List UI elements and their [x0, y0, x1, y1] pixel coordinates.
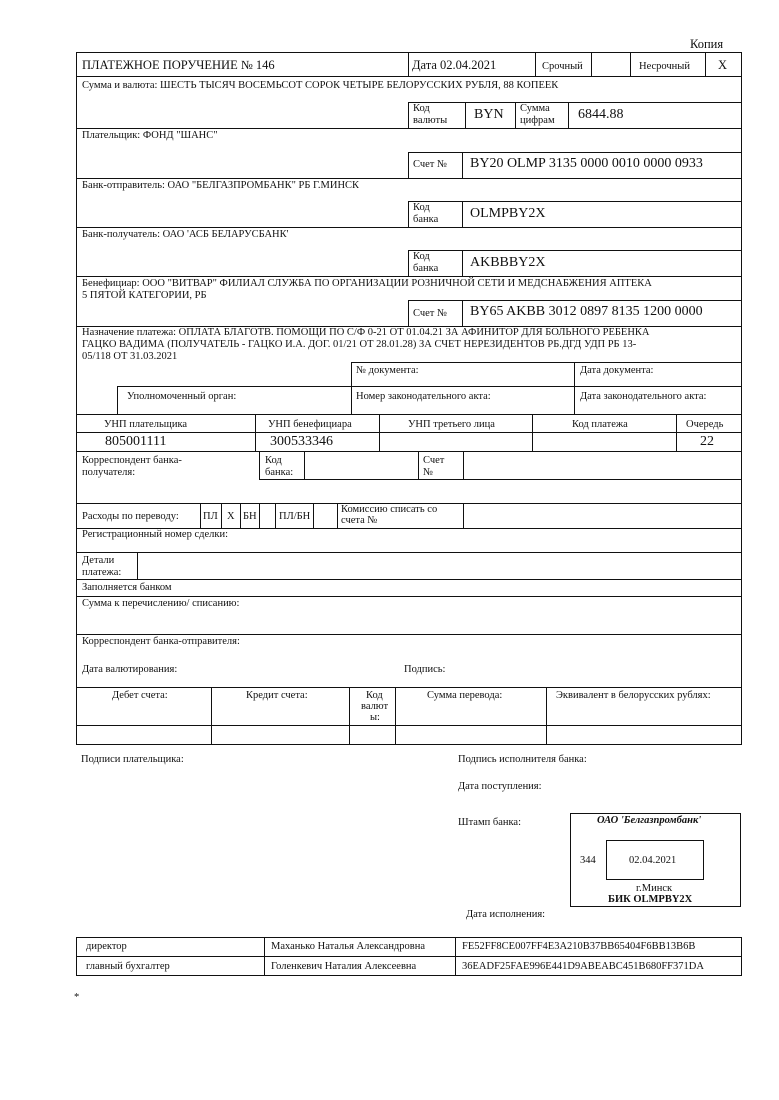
- payer-account-label: Счет №: [413, 159, 448, 170]
- correspondent-code-label: Код: [265, 455, 282, 466]
- purpose-line-2: ГАЦКО ВАДИМА (ПОЛУЧАТЕЛЬ - ГАЦКО И.А. ДОГ. 01/21 ОТ 28.01.28) ЗА СЧЕТ НЕРЕЗИДЕНТОВ РБ.ДГД УДП РБ 13-: [82, 339, 637, 350]
- correspondent-label-2: получателя:: [82, 467, 136, 478]
- expenses-mark: Х: [227, 511, 235, 522]
- correspondent-label: Корреспондент банка-: [82, 455, 182, 466]
- recipient-bank-code-label: Код: [413, 251, 430, 262]
- equivalent-label: Эквивалент в белорусских рублях:: [556, 690, 711, 701]
- transfer-amount-label: Сумма перевода:: [427, 690, 503, 701]
- signer-hash: FE52FF8CE007FF4E3A210B37BB65404F6BB13B6B: [462, 941, 696, 952]
- sender-bank-code: OLMPBY2X: [470, 206, 546, 221]
- received-date-label: Дата поступления:: [458, 781, 542, 792]
- sum-transfer-label: Сумма к перечислению/ списанию:: [82, 598, 240, 609]
- commission-label: Комиссию списать со: [341, 504, 438, 515]
- signer-role: главный бухгалтер: [86, 961, 170, 972]
- expenses-bn: БН: [243, 511, 257, 522]
- execution-date-label: Дата исполнения:: [466, 909, 546, 920]
- sum-value: 6844.88: [578, 107, 624, 122]
- beneficiary-line-1: Бенефициар: ООО "ВИТВАР" ФИЛИАЛ СЛУЖБА ПО ОРГАНИЗАЦИИ РОЗНИЧНОЙ СЕТИ И МЕДСНАБЖЕНИЯ АПТЕКА: [82, 278, 652, 289]
- urgent-label: Срочный: [542, 61, 583, 72]
- stamp-bic: БИК OLMPBY2X: [608, 894, 693, 905]
- value-date-label: Дата валютирования:: [82, 664, 178, 675]
- correspondent-account-label: Счет: [423, 455, 445, 466]
- queue-label: Очередь: [686, 419, 724, 430]
- unp-beneficiary-label: УНП бенефициара: [268, 419, 352, 430]
- currency-label-3: ы:: [370, 712, 380, 723]
- debit-label: Дебет счета:: [112, 690, 168, 701]
- unp-payer-label: УНП плательщика: [104, 419, 188, 430]
- currency-code-label: Код: [413, 103, 430, 114]
- stamp-number: 344: [580, 855, 596, 866]
- details-label: Детали: [82, 555, 115, 566]
- recipient-bank-code: AKBBBY2X: [470, 255, 546, 270]
- amount-in-words: Сумма и валюта: ШЕСТЬ ТЫСЯЧ ВОСЕМЬСОТ СОРОК ЧЕТЫРЕ БЕЛОРУССКИХ РУБЛЯ, 88 КОПЕЕК: [82, 80, 559, 91]
- details-label-2: платежа:: [82, 567, 122, 578]
- sender-bank-code-label-2: банка: [413, 214, 439, 225]
- sum-label: Сумма: [520, 103, 550, 114]
- filled-by-bank-label: Заполняется банком: [82, 582, 172, 593]
- currency-code-label-2: валюты: [413, 115, 448, 126]
- expenses-label: Расходы по переводу:: [82, 511, 179, 522]
- correspondent-account-label-2: №: [423, 467, 434, 478]
- copy-label: Копия: [690, 37, 724, 51]
- payment-code-label: Код платежа: [572, 419, 628, 430]
- correspondent-code-label-2: банка:: [265, 467, 294, 478]
- nonurgent-mark: X: [718, 58, 728, 72]
- sender-bank-label: Банк-отправитель: ОАО "БЕЛГАЗПРОМБАНК" РБ Г.МИНСК: [82, 180, 360, 191]
- stamp-date: 02.04.2021: [629, 855, 677, 866]
- sender-correspondent-label: Корреспондент банка-отправителя:: [82, 636, 240, 647]
- footnote-mark: *: [74, 992, 80, 1003]
- beneficiary-account-label: Счет №: [413, 308, 448, 319]
- currency-label-2: валют: [361, 701, 389, 712]
- form-title: ПЛАТЕЖНОЕ ПОРУЧЕНИЕ № 146: [82, 58, 275, 72]
- document-date: Дата 02.04.2021: [412, 58, 497, 72]
- stamp-city: г.Минск: [636, 883, 673, 894]
- signer-role: директор: [86, 941, 127, 952]
- purpose-line-3: 05/118 ОТ 31.03.2021: [82, 351, 178, 362]
- expenses-plbn: ПЛ/БН: [279, 511, 311, 522]
- purpose-line-1: Назначение платежа: ОПЛАТА БЛАГОТВ. ПОМОЩИ ПО С/Ф 0-21 ОТ 01.04.21 ЗА АФИНИТОР ДЛЯ БОЛЬНОГО РЕБЕНКА: [82, 327, 650, 338]
- bank-stamp-label: Штамп банка:: [458, 817, 521, 828]
- sender-bank-code-label: Код: [413, 202, 430, 213]
- signer-name: Маханько Наталья Александровна: [271, 941, 426, 952]
- doc-date-label: Дата документа:: [580, 365, 654, 376]
- expenses-pl: ПЛ: [203, 511, 218, 522]
- recipient-bank-code-label-2: банка: [413, 263, 439, 274]
- stamp-bank-name: ОАО 'Белгазпромбанк': [597, 815, 702, 826]
- signature-label: Подпись:: [404, 664, 446, 675]
- payer-label: Плательщик: ФОНД "ШАНС": [82, 130, 218, 141]
- nonurgent-label: Несрочный: [639, 61, 690, 72]
- doc-number-label: № документа:: [356, 365, 419, 376]
- law-number-label: Номер законодательного акта:: [356, 391, 491, 402]
- queue-value: 22: [700, 434, 714, 449]
- beneficiary-line-2: 5 ПЯТОЙ КАТЕГОРИИ, РБ: [82, 290, 207, 301]
- unp-payer: 805001111: [105, 434, 167, 449]
- unp-beneficiary: 300533346: [270, 434, 333, 449]
- unp-third-label: УНП третьего лица: [408, 419, 495, 430]
- signer-hash: 36EADF25FAE996E441D9ABEABC451B680FF371DA: [462, 961, 704, 972]
- currency-label: Код: [366, 690, 383, 701]
- recipient-bank-label: Банк-получатель: ОАО 'АСБ БЕЛАРУСБАНК': [82, 229, 289, 240]
- executor-signature-label: Подпись исполнителя банка:: [458, 754, 587, 765]
- authority-label: Уполномоченный орган:: [127, 391, 237, 402]
- commission-label-2: счета №: [341, 515, 378, 526]
- currency-code: BYN: [474, 107, 504, 122]
- payer-account: BY20 OLMP 3135 0000 0010 0000 0933: [470, 156, 703, 171]
- payer-signatures-label: Подписи плательщика:: [81, 754, 184, 765]
- beneficiary-account: BY65 AKBB 3012 0897 8135 1200 0000: [470, 304, 703, 319]
- registration-label: Регистрационный номер сделки:: [82, 529, 228, 540]
- sum-label-2: цифрам: [520, 115, 555, 126]
- law-date-label: Дата законодательного акта:: [580, 391, 707, 402]
- signer-name: Голенкевич Наталия Алексеевна: [271, 961, 417, 972]
- credit-label: Кредит счета:: [246, 690, 308, 701]
